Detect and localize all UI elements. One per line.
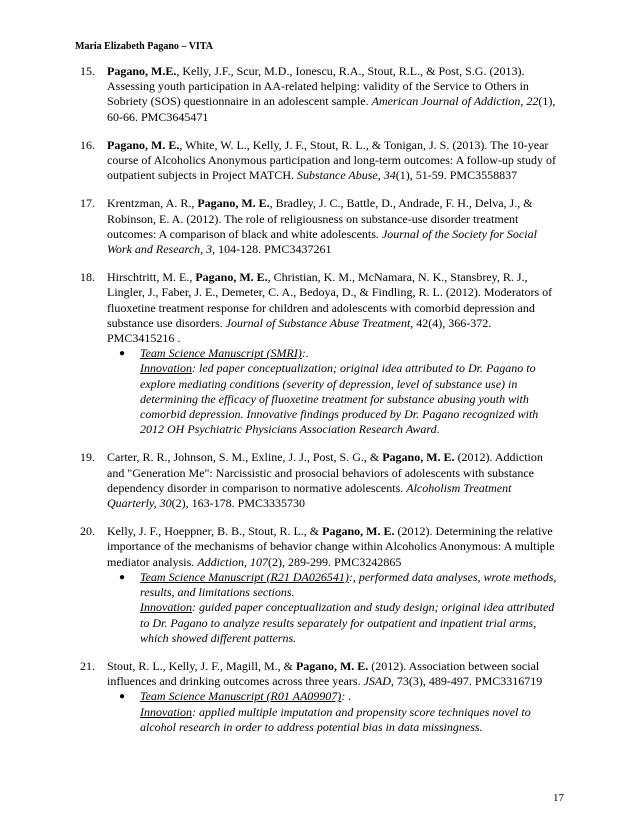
- bullet-icon: ●: [119, 571, 126, 583]
- citation-details: (1), 60-66. PMC3645471: [107, 94, 556, 124]
- note-title: Team Science Manuscript (SMRI): [140, 346, 302, 361]
- citation-details: (2), 289-299. PMC3242865: [267, 554, 402, 569]
- reference-item: [80, 270, 560, 437]
- reference-number: 19.: [80, 450, 95, 465]
- journal-name: Alcoholism Treatment Quarterly, 30: [107, 480, 512, 511]
- citation-details: , 104-128. PMC3437261: [212, 242, 332, 257]
- reference-item: [80, 138, 560, 184]
- reference-number: 16.: [80, 137, 95, 152]
- innovation-text: : guided paper conceptualization and study design; original idea attributed to Dr. Pagano to analyze results separately for outpatient and inpatient trial arms, which showed different patterns.: [140, 600, 555, 645]
- reference-number: 17.: [80, 196, 95, 211]
- authors: (2012). Addiction and "Generation Me": Narcissistic and prosocial behaviors of adolescents with substance dependency disorder in comparison to normative adolescents.: [107, 450, 543, 495]
- reference-item: [80, 64, 560, 125]
- authors: (2012). Determining the relative importance of the mechanisms of behavior change within Alcoholics Anonymous: A multiple mediator analysis.: [107, 524, 555, 569]
- note-suffix: : .: [341, 689, 352, 704]
- bullet-icon: ●: [119, 348, 126, 360]
- author-highlight: Pagano, M. E.: [295, 658, 369, 673]
- authors: , Kelly, J.F., Scur, M.D., Ionescu, R.A., Stout, R.L., & Post, S.G. (2013).: [176, 64, 525, 78]
- innovation-text: : applied multiple imputation and propensity score techniques novel to alcohol research in order to address potential bias in data missingness.: [140, 704, 531, 734]
- team-science-note: [107, 346, 560, 437]
- note-list: [107, 570, 560, 646]
- citation-details: (2), 163-178. PMC3335730: [171, 496, 306, 511]
- reference-item: [80, 659, 560, 735]
- reference-list: [80, 64, 560, 748]
- authors-lead: Krentzman, A. R.,: [107, 196, 198, 211]
- innovation-text: : led paper conceptualization; original idea attributed to Dr. Pagano to explore mediating conditions (severity of depression, level of substance use) in determining the efficacy of fluoxetine treatment for substance abusing youth with comorbid depression. Innovative findings produced by Dr. Pagano recognized with 2012 OH Psychiatric Physicians Association Research Award: [140, 361, 539, 437]
- bullet-icon: ●: [119, 691, 126, 703]
- reference-item: [80, 450, 560, 511]
- journal-name: Journal of the Society for Social Work and Research, 3: [107, 226, 537, 257]
- authors-lead: Stout, R. L., Kelly, J. F., Magill, M., &: [107, 658, 296, 673]
- page-number: 17: [553, 792, 564, 804]
- note-suffix: :.: [301, 346, 309, 361]
- authors-lead: Carter, R. R., Johnson, S. M., Exline, J. J., Post, S. G., &: [107, 450, 383, 465]
- innovation-end: .: [436, 422, 440, 437]
- reference-number: 15.: [80, 64, 95, 78]
- authors: , Bradley, J. C., Battle, D., Andrade, F. H., Delva, J., & Robinson, E. A. (2012). The role of religiousness on substance-use disorder treatment outcomes: A comparison of black and white adolescents.: [107, 196, 533, 241]
- authors-lead: Kelly, J. F., Hoeppner, B. B., Stout, R. L., &: [107, 524, 323, 539]
- note-suffix: :, performed data analyses, wrote methods, results, and limitations sections.: [140, 569, 557, 600]
- journal-name: Substance Abuse, 34: [296, 168, 396, 183]
- journal-name: Addiction, 107: [197, 554, 268, 569]
- innovation-label: Innovation: [140, 704, 192, 719]
- author-highlight: Pagano, M. E.: [197, 196, 270, 211]
- citation-details: , 73(3), 489-497. PMC3316719: [390, 674, 543, 689]
- team-science-note: [107, 689, 560, 735]
- journal-name: American Journal of Addiction, 22: [371, 94, 539, 109]
- innovation-label: Innovation: [140, 361, 192, 376]
- author-highlight: Pagano, M.E.: [107, 64, 177, 78]
- journal-name: Journal of Substance Abuse Treatment: [225, 315, 411, 330]
- reference-item: [80, 196, 560, 257]
- journal-name: JSAD: [363, 674, 391, 689]
- note-title: Team Science Manuscript (R21 DA026541): [140, 569, 349, 584]
- author-highlight: Pagano, M. E.: [322, 524, 395, 539]
- authors: , Christian, K. M., McNamara, N. K., Stansbrey, R. J., Lingler, J., Faber, J. E., Demeter, C. A., Bedoya, D., & Findling, R. L. (2012). Moderators of fluoxetine treatment response for children and adolescents with comorbid depression and substance use disorders.: [107, 270, 553, 330]
- note-title: Team Science Manuscript (R01 AA09907): [140, 689, 342, 704]
- article-title: Assessing youth participation in AA-related helping: validity of the Service to Others in Sobriety (SOS) questionnaire in an adolescent sample.: [107, 79, 529, 109]
- page-header: Maria Elizabeth Pagano – VITA: [75, 41, 213, 52]
- citation-details: (1), 51-59. PMC3558837: [395, 168, 518, 183]
- author-highlight: Pagano, M. E.: [195, 270, 268, 285]
- citation-details: , 42(4), 366-372. PMC3415216 .: [107, 315, 492, 346]
- team-science-note: [107, 570, 560, 646]
- note-list: [107, 689, 560, 735]
- authors: (2012). Association between social influences and drinking outcomes across three years.: [107, 658, 540, 689]
- authors: , White, W. L., Kelly, J. F., Stout, R. L., & Tonigan, J. S. (2013). The 10-year course of Alcoholics Anonymous participation and long-term outcomes: A follow-up study of outpatient subjects in Project MATCH.: [107, 137, 556, 183]
- author-highlight: Pagano, M. E.: [382, 450, 455, 465]
- note-list: [107, 346, 560, 437]
- innovation-label: Innovation: [140, 600, 192, 615]
- reference-number: 20.: [80, 524, 95, 539]
- reference-item: [80, 524, 560, 646]
- authors-lead: Hirschtritt, M. E.,: [107, 270, 196, 285]
- reference-number: 21.: [80, 658, 95, 673]
- reference-number: 18.: [80, 270, 95, 285]
- author-highlight: Pagano, M. E.: [107, 137, 180, 152]
